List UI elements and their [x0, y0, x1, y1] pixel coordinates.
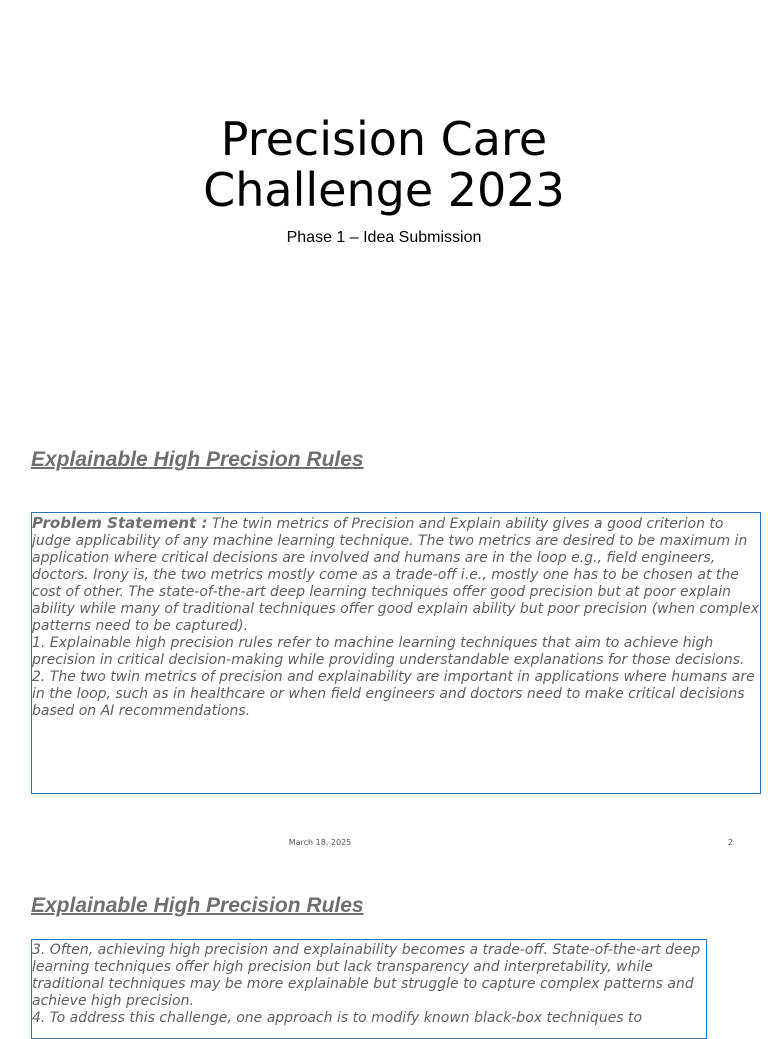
point-1: 1. Explainable high precision rules refer to machine learning techniques that aim to achieve high precision in critical decision-making while providing understandable explanations for those decisions. — [32, 635, 745, 668]
problem-statement-label: Problem Statement : — [32, 514, 208, 532]
problem-statement-paragraph — [32, 515, 760, 635]
title-line-2: Challenge 2023 — [203, 163, 565, 217]
problem-statement-textbox — [31, 512, 761, 794]
page-number: 2 — [728, 838, 734, 847]
continuation-textbox — [31, 939, 707, 1039]
slide-subtitle: Phase 1 – Idea Submission — [286, 229, 482, 246]
slide-title — [0, 114, 768, 216]
problem-statement-text: The twin metrics of Precision and Explain ability gives a good criterion to judge applicability of any machine learning technique. The two metrics are desired to be maximum in application where critical decisions are involved and humans are in the loop e.g., field engineers, doctors. Irony is, the two metrics mostly come as a trade-off i.e., mostly one has to be chosen at the cost of other. The state-of-the-art deep learning techniques offer good precision but at poor explain ability while many of traditional techniques offer good explain ability but poor precision (when complex patterns need to be captured). — [32, 516, 759, 634]
point-3: 3. Often, achieving high precision and explainability becomes a trade-off. State-of-the-art deep learning techniques offer high precision but lack transparency and interpretability, while traditional techniques may be more explainable but struggle to capture complex patterns and achieve high precision. — [32, 942, 701, 1009]
point-2: 2. The two twin metrics of precision and explainability are important in applications where humans are in the loop, such as in healthcare or when field engineers and doctors need to make critical decisions based on AI recommendations. — [32, 669, 755, 719]
footer-date: March 18, 2025 — [288, 838, 352, 847]
title-line-1: Precision Care — [220, 112, 548, 166]
section-heading: Explainable High Precision Rules — [31, 448, 364, 471]
point-4: 4. To address this challenge, one approach is to modify known black-box techniques to — [32, 1010, 643, 1026]
section-heading-2: Explainable High Precision Rules — [31, 894, 364, 917]
